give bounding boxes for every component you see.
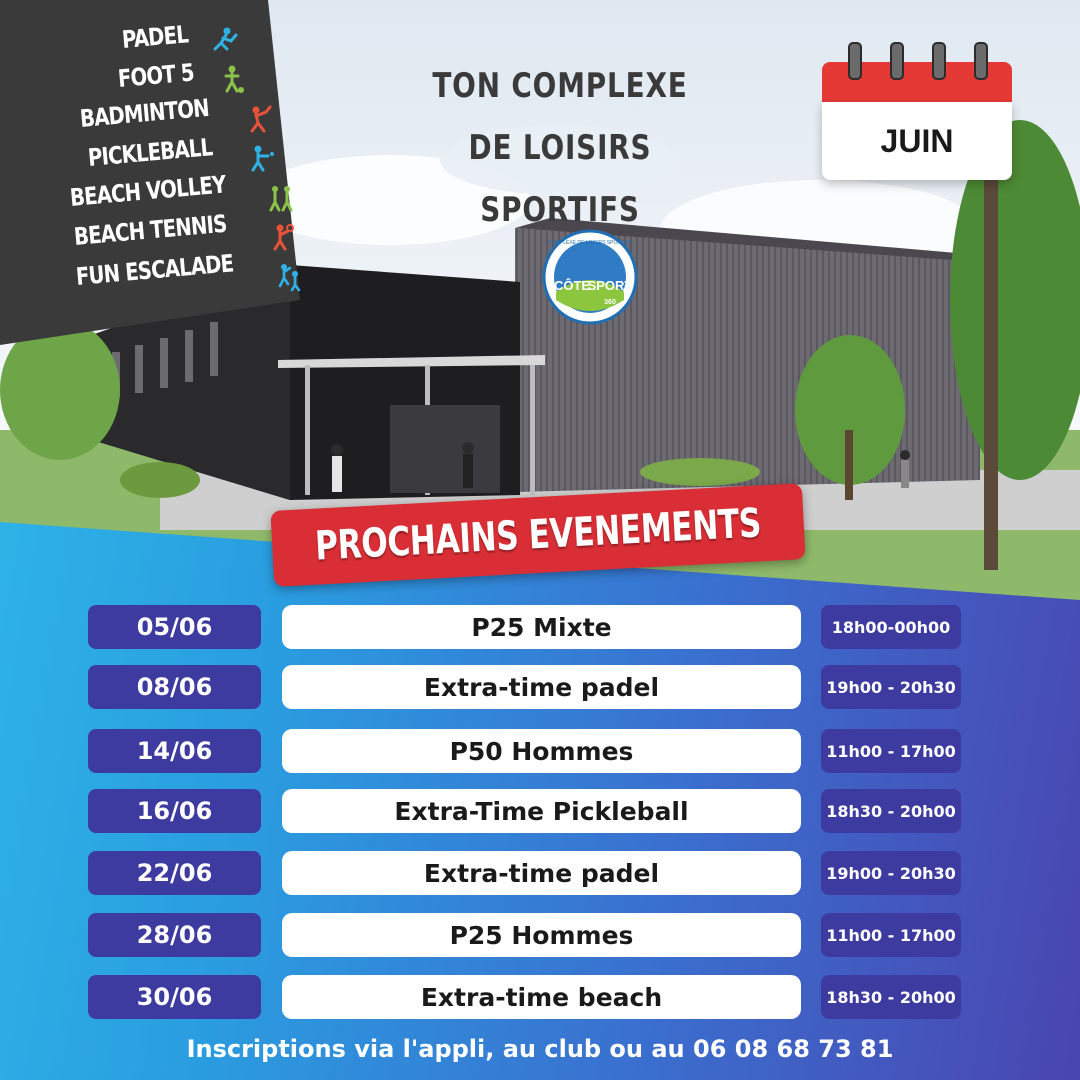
sport-item-fun-escalade bbox=[74, 249, 304, 292]
event-name: Extra-time padel bbox=[282, 851, 801, 895]
event-row bbox=[0, 975, 1080, 1021]
climbing-players-icon bbox=[274, 262, 304, 292]
calendar-month: JUIN bbox=[880, 122, 954, 159]
calendar-ring bbox=[932, 42, 946, 80]
sport-label: BEACH VOLLEY bbox=[68, 170, 227, 212]
event-date: 30/06 bbox=[88, 975, 261, 1019]
badminton-player-icon bbox=[244, 104, 274, 134]
event-row bbox=[0, 851, 1080, 897]
event-date: 14/06 bbox=[88, 729, 261, 773]
padel-player-icon bbox=[209, 25, 239, 55]
event-name: Extra-Time Pickleball bbox=[282, 789, 801, 833]
sport-item-padel bbox=[120, 20, 239, 55]
event-date: 28/06 bbox=[88, 913, 261, 957]
sport-label: BEACH TENNIS bbox=[72, 209, 228, 251]
beach-tennis-player-icon bbox=[266, 222, 296, 252]
event-date: 05/06 bbox=[88, 605, 261, 649]
event-name: Extra-time beach bbox=[282, 975, 801, 1019]
calendar-body bbox=[822, 102, 1012, 180]
event-row bbox=[0, 605, 1080, 651]
football-player-icon bbox=[217, 64, 247, 94]
event-name: P25 Hommes bbox=[282, 913, 801, 957]
event-time: 11h00 - 17h00 bbox=[821, 729, 961, 773]
sport-item-beach-volley bbox=[68, 170, 296, 213]
event-time: 19h00 - 20h30 bbox=[821, 665, 961, 709]
event-row bbox=[0, 789, 1080, 835]
event-row bbox=[0, 665, 1080, 711]
event-time: 18h30 - 20h00 bbox=[821, 975, 961, 1019]
logo-ring-text: COMPLEXE DE LOISIRS SPORTIFS bbox=[548, 240, 632, 246]
event-time: 18h00-00h00 bbox=[821, 605, 961, 649]
headline-line-2: DE LOISIRS SPORTIFS bbox=[468, 128, 652, 230]
calendar-ring bbox=[974, 42, 988, 80]
event-time: 19h00 - 20h30 bbox=[821, 851, 961, 895]
pickleball-player-icon bbox=[246, 143, 276, 173]
event-name: P50 Hommes bbox=[282, 729, 801, 773]
sport-label: BADMINTON bbox=[78, 93, 210, 133]
event-name: P25 Mixte bbox=[282, 605, 801, 649]
sport-item-badminton bbox=[78, 93, 274, 134]
event-row bbox=[0, 913, 1080, 959]
event-date: 22/06 bbox=[88, 851, 261, 895]
sport-label: FUN ESCALADE bbox=[74, 249, 235, 291]
sport-item-beach-tennis bbox=[72, 209, 296, 252]
sport-label: PADEL bbox=[120, 20, 190, 54]
sport-item-foot5 bbox=[116, 58, 247, 94]
event-time: 11h00 - 17h00 bbox=[821, 913, 961, 957]
calendar-ring bbox=[848, 42, 862, 80]
event-date: 08/06 bbox=[88, 665, 261, 709]
headline-line-1: TON COMPLEXE bbox=[432, 66, 688, 106]
sport-item-pickleball bbox=[86, 133, 276, 173]
logo-brand-number: 360 bbox=[604, 299, 616, 306]
beach-volley-players-icon bbox=[266, 183, 296, 213]
logo-brand-right: SPORT bbox=[587, 278, 633, 293]
registration-info: Inscriptions via l'appli, au club ou au 06 08 68 73 81 bbox=[186, 1035, 894, 1063]
sport-label: PICKLEBALL bbox=[86, 133, 214, 172]
headline bbox=[380, 55, 740, 241]
cote-sport-logo bbox=[544, 231, 636, 323]
event-date: 16/06 bbox=[88, 789, 261, 833]
event-time: 18h30 - 20h00 bbox=[821, 789, 961, 833]
event-row bbox=[0, 729, 1080, 775]
banner-title: PROCHAINS EVENEMENTS bbox=[313, 500, 763, 570]
logo-brand-left: CÔTE bbox=[553, 278, 591, 293]
calendar-icon bbox=[822, 42, 1012, 180]
event-name: Extra-time padel bbox=[282, 665, 801, 709]
calendar-ring bbox=[890, 42, 904, 80]
sport-label: FOOT 5 bbox=[116, 58, 195, 93]
